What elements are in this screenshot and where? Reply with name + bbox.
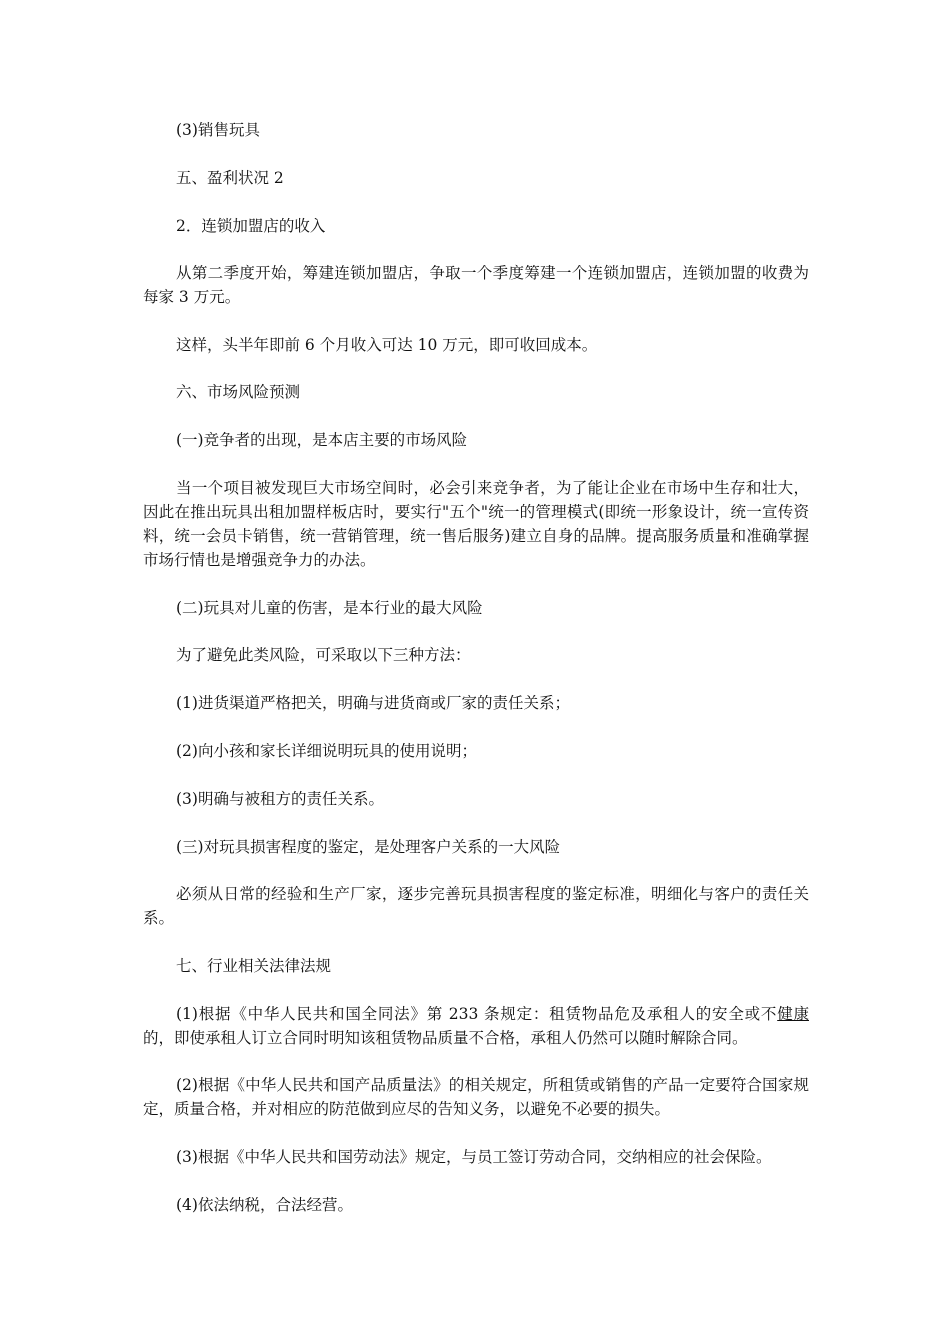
subsection-heading: (一)竞争者的出现，是本店主要的市场风险: [176, 431, 468, 449]
subsection-heading: (二)玩具对儿童的伤害，是本行业的最大风险: [176, 599, 483, 617]
paragraph: 这样，头半年即前 6 个月收入可达 10 万元，即可收回成本。: [176, 336, 598, 354]
health-link[interactable]: 健康: [777, 1005, 809, 1023]
paragraph: 为了避免此类风险，可采取以下三种方法：: [176, 646, 471, 664]
list-item: (3)明确与被租方的责任关系。: [176, 790, 384, 808]
text-segment: (1)根据《中华人民共和国全同法》第 233 条规定：租赁物品危及承租人的安全或不: [176, 1005, 778, 1023]
list-item: [143, 1002, 809, 1050]
text-segment: 的，即使承租人订立合同时明知该租赁物品质量不合格，承租人仍然可以随时解除合同。: [143, 1029, 748, 1047]
subsection-heading: 2．连锁加盟店的收入: [176, 217, 326, 235]
list-item: (2)向小孩和家长详细说明玩具的使用说明；: [176, 742, 477, 760]
list-item: (2)根据《中华人民共和国产品质量法》的相关规定，所租赁或销售的产品一定要符合国家规定，质量合格，并对相应的防范做到应尽的告知义务，以避免不必要的损失。: [143, 1076, 809, 1118]
list-item: (3)销售玩具: [176, 121, 260, 139]
section-heading: 七、行业相关法律法规: [176, 957, 332, 975]
list-item: (4)依法纳税，合法经营。: [176, 1196, 353, 1214]
subsection-heading: (三)对玩具损害程度的鉴定，是处理客户关系的一大风险: [176, 838, 561, 856]
paragraph: 当一个项目被发现巨大市场空间时，必会引来竞争者，为了能让企业在市场中生存和壮大，因此在推出玩具出租加盟样板店时，要实行"五个"统一的管理模式(即统一形象设计，统一宣传资料，统一会员卡销售，统一营销管理，统一售后服务)建立自身的品牌。提高服务质量和准确掌握市场行情也是增强竞争力的办法。: [143, 479, 809, 569]
list-item: (3)根据《中华人民共和国劳动法》规定，与员工签订劳动合同，交纳相应的社会保险。: [176, 1148, 772, 1166]
section-heading: 六、市场风险预测: [176, 383, 301, 401]
list-item: (1)进货渠道严格把关，明确与进货商或厂家的责任关系；: [176, 694, 570, 712]
paragraph: 从第二季度开始，筹建连锁加盟店，争取一个季度筹建一个连锁加盟店，连锁加盟的收费为每家 3 万元。: [143, 264, 809, 306]
paragraph: 必须从日常的经验和生产厂家，逐步完善玩具损害程度的鉴定标准，明细化与客户的责任关系。: [143, 885, 809, 927]
section-heading: 五、盈利状况 2: [176, 169, 284, 187]
